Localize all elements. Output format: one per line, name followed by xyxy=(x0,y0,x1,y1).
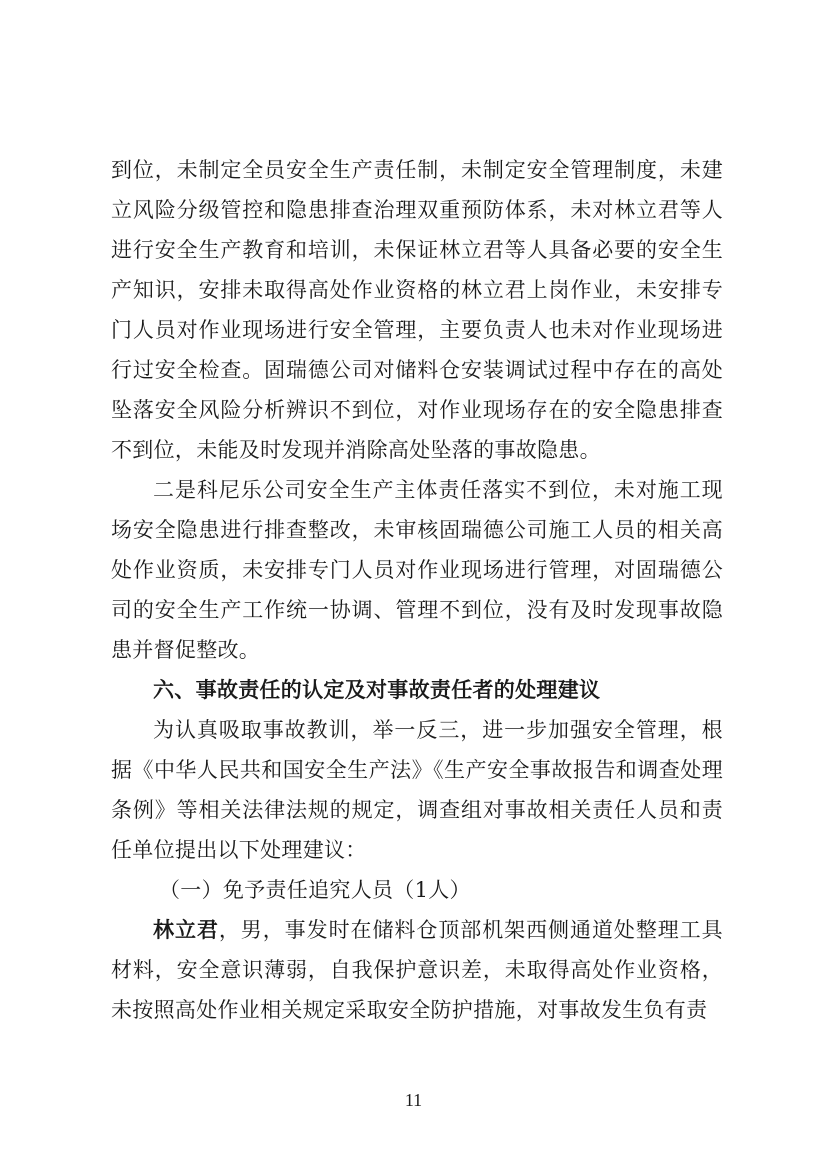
subsection-heading: （一）免予责任追究人员（1人） xyxy=(159,878,471,902)
paragraph-continuation: 到位，未制定全员安全生产责任制，未制定安全管理制度，未建立风险分级管控和隐患排查治理双重预防体系，未对林立君等人进行安全生产教育和培训，未保证林立君等人具备必要的安全生产知识，安排未取得高处作业资格的林立君上岗作业，未安排专门人员对作业现场进行安全管理，主要负责人也未对作业现场进行过安全检查。固瑞德公司对储料仓安装调试过程中存在的高处坠落安全风险分析辨识不到位，对作业现场存在的安全隐患排查不到位，未能及时发现并消除高处坠落的事故隐患。 xyxy=(111,158,723,462)
section-heading: 六、事故责任的认定及对事故责任者的处理建议 xyxy=(153,678,601,702)
paragraph-intro: 为认真吸取事故教训，举一反三，进一步加强安全管理，根据《中华人民共和国安全生产法》《生产安全事故报告和调查处理条例》等相关法律法规的规定，调查组对事故相关责任人员和责任单位提出以下处理建议： xyxy=(111,718,723,862)
person-name: 林立君 xyxy=(153,918,219,942)
paragraph-second-point: 二是科尼乐公司安全生产主体责任落实不到位，未对施工现场安全隐患进行排查整改，未审核固瑞德公司施工人员的相关高处作业资质，未安排专门人员对作业现场进行管理，对固瑞德公司的安全生产工作统一协调、管理不到位，没有及时发现事故隐患并督促整改。 xyxy=(111,478,723,662)
page-number: 11 xyxy=(404,1090,423,1110)
paragraph-person xyxy=(111,910,723,1030)
document-body xyxy=(111,150,723,1030)
person-description: ，男，事发时在储料仓顶部机架西侧通道处整理工具材料，安全意识薄弱，自我保护意识差，未取得高处作业资格，未按照高处作业相关规定采取安全防护措施，对事故发生负有责 xyxy=(111,918,723,1022)
